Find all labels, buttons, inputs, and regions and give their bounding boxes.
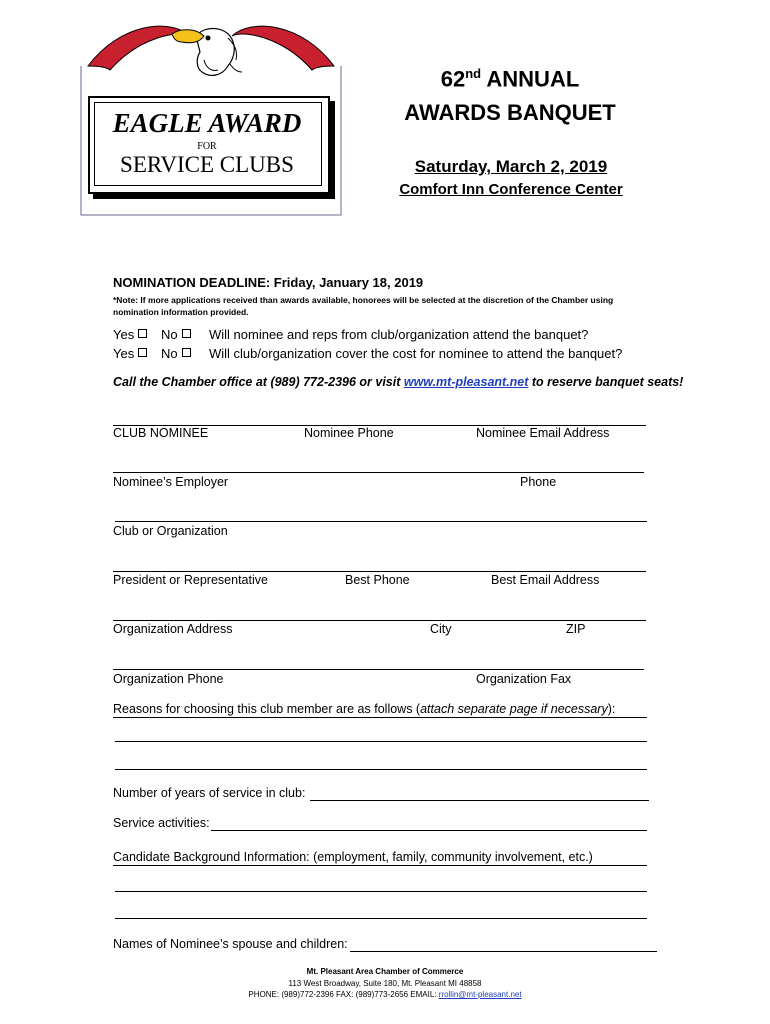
president-label: President or Representative [113,573,268,587]
no-checkbox[interactable] [182,329,191,338]
reasons-rule-2[interactable] [115,769,647,770]
question-attend-no [161,327,191,342]
yes-checkbox[interactable] [138,348,147,357]
activities-label: Service activities: [113,816,210,830]
reserve-seats-text [113,375,683,389]
years-label: Number of years of service in club: [113,786,306,800]
reasons-text-before: Reasons for choosing this club member are as follows ( [113,702,421,716]
yes-label: Yes [113,346,135,361]
org-phone-rule[interactable] [113,669,644,670]
reasons-text-after: ): [607,702,616,716]
selection-note: *Note: If more applications received than awards available, honorees will be selected at the discretion of the Chamber using nomination information provided. [113,295,614,317]
club-nominee-label: CLUB NOMINEE [113,426,209,440]
nominee-email-label: Nominee Email Address [476,426,610,440]
best-email-label: Best Email Address [491,573,600,587]
city-label: City [430,622,452,636]
president-rule[interactable] [113,571,646,572]
employer-rule[interactable] [113,472,644,473]
best-phone-label: Best Phone [345,573,410,587]
footer-address: 113 West Broadway, Suite 180, Mt. Pleasant MI 48858 [288,979,482,988]
spouse-input-rule[interactable] [350,951,657,952]
org-address-label: Organization Address [113,622,233,636]
reasons-prompt[interactable] [113,702,647,718]
no-label: No [161,346,178,361]
award-title: EAGLE AWARD [112,108,302,138]
footer-email-link[interactable]: rrollin@mt-pleasant.net [438,990,522,999]
event-date: Saturday, March 2, 2019 [414,157,608,176]
banquet-word: ANNUAL [486,66,580,92]
zip-label: ZIP [566,622,586,636]
award-subtitle: SERVICE CLUBS [120,152,294,177]
activities-input-rule[interactable] [211,830,647,831]
question-cost-row [113,346,147,361]
yes-label: Yes [113,327,135,342]
org-phone-label: Organization Phone [113,672,224,686]
org-fax-label: Organization Fax [476,672,572,686]
question-cost-text: Will club/organization cover the cost for nominee to attend the banquet? [209,346,623,361]
background-rule-1[interactable] [115,891,647,892]
yes-checkbox[interactable] [138,329,147,338]
event-venue: Comfort Inn Conference Center [399,181,623,198]
chamber-website-link[interactable]: www.mt-pleasant.net [403,375,529,389]
question-attend-text: Will nominee and reps from club/organization attend the banquet? [209,327,589,342]
nominee-phone-label: Nominee Phone [304,426,394,440]
background-prompt[interactable]: Candidate Background Information: (employment, family, community involvement, etc.) [113,850,647,866]
call-text-after: to reserve banquet seats! [528,375,684,389]
employer-label: Nominee’s Employer [113,475,229,489]
no-label: No [161,327,178,342]
address-rule[interactable] [113,620,646,621]
question-attend-row [113,327,147,342]
question-cost-no [161,346,191,361]
nomination-deadline: NOMINATION DEADLINE: Friday, January 18, 2019 [113,275,424,290]
no-checkbox[interactable] [182,348,191,357]
club-org-label: Club or Organization [113,524,228,538]
reasons-rule-1[interactable] [115,741,647,742]
employer-phone-label: Phone [520,475,557,489]
reasons-text-italic: attach separate page if necessary [420,702,608,716]
footer-contact [0,990,770,999]
banquet-suffix: nd [465,66,482,81]
footer-phone-fax: PHONE: (989)772-2396 FAX: (989)773-2656 EMAIL: [248,990,439,999]
years-input-rule[interactable] [310,800,649,801]
banquet-number: 62 [440,66,466,92]
call-text-before: Call the Chamber office at (989) 772-2396 or visit [113,375,404,389]
award-for: FOR [197,141,217,152]
background-rule-2[interactable] [115,918,647,919]
club-org-rule[interactable] [115,521,647,522]
banquet-heading-line2: AWARDS BANQUET [404,100,616,125]
eagle-head-icon [170,24,248,80]
banquet-heading-line1 [400,66,620,92]
spouse-children-label: Names of Nominee’s spouse and children: [113,937,348,951]
footer-organization: Mt. Pleasant Area Chamber of Commerce [306,967,464,976]
